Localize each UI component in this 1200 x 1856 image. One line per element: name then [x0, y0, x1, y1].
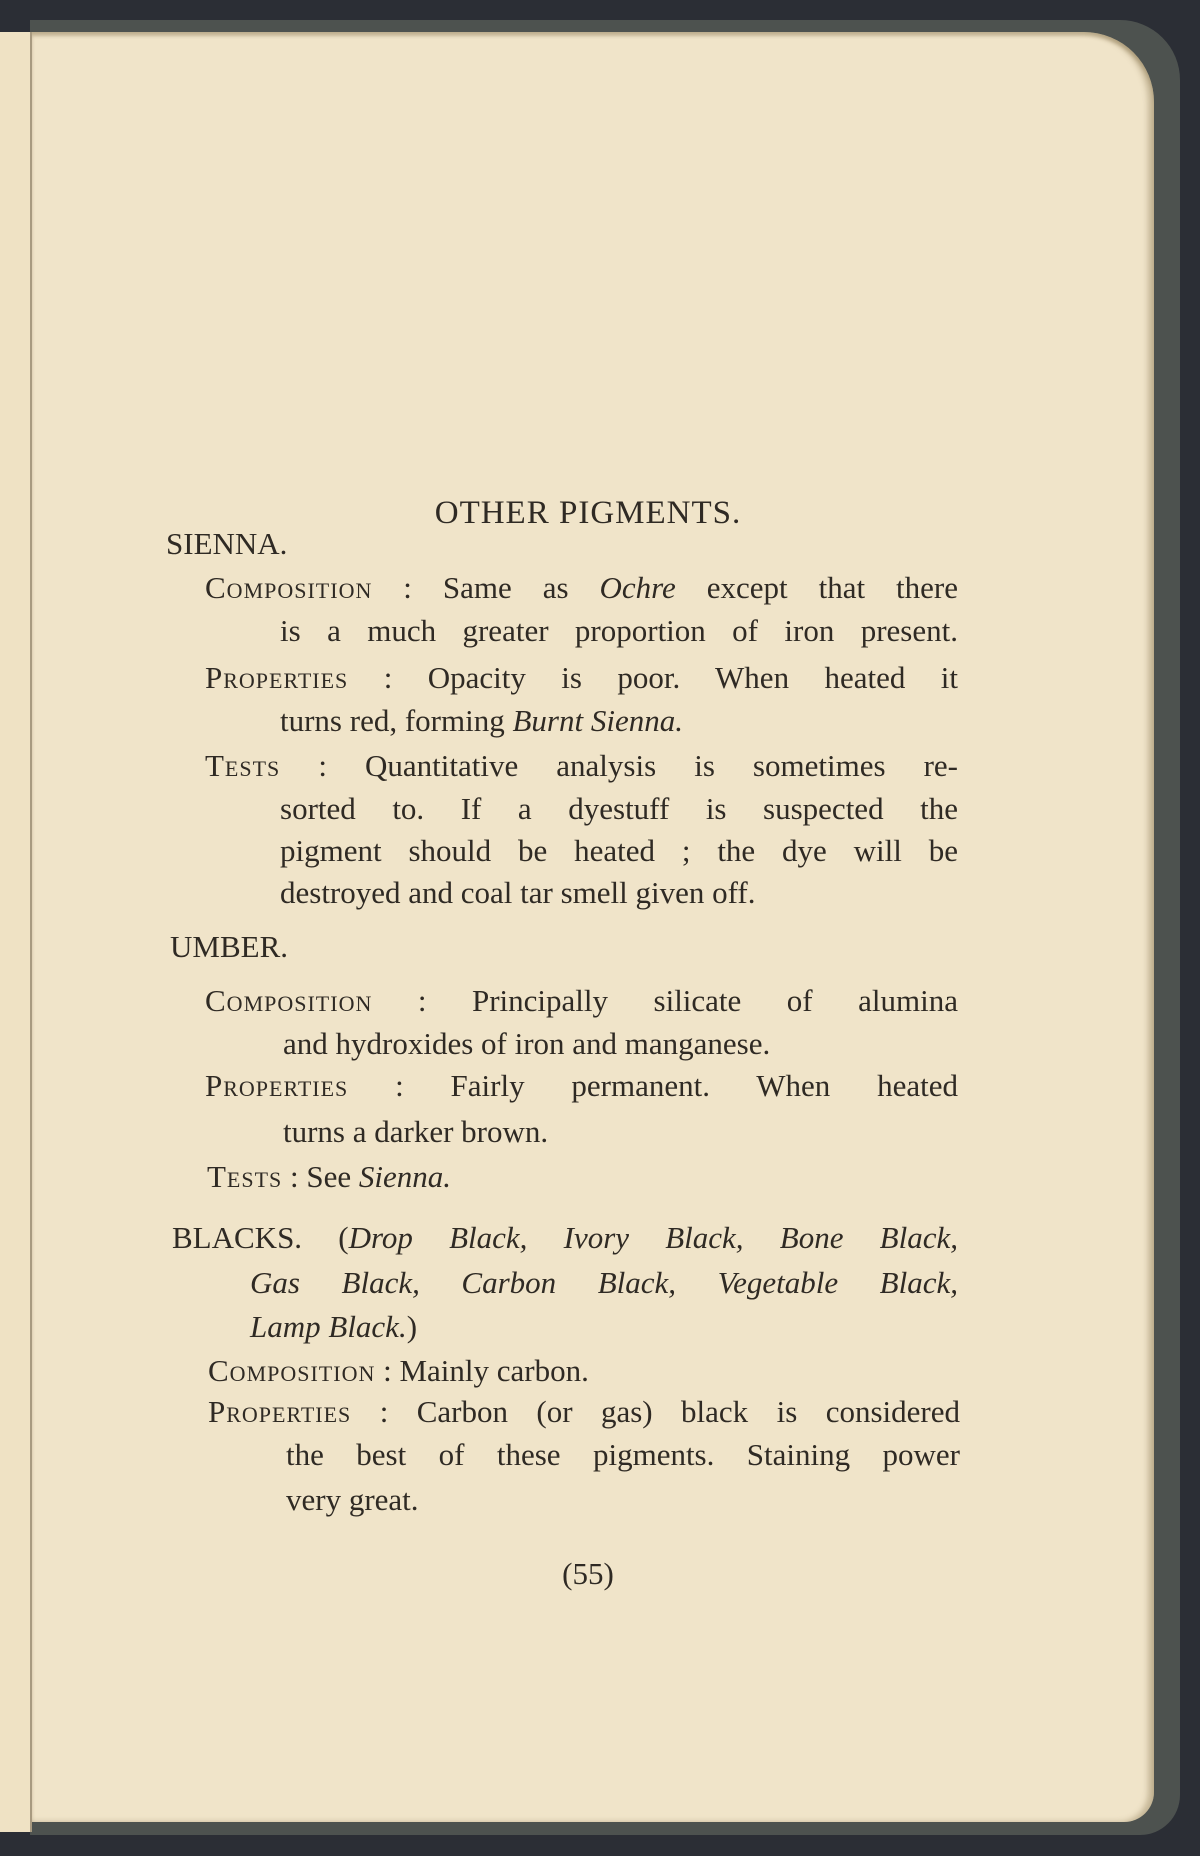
italic-text: Burnt Sienna. — [512, 703, 683, 738]
italic-text: Gas Black, Carbon Black, Vegetable Black, — [250, 1265, 958, 1300]
text-span: turns red, forming — [280, 703, 513, 738]
text-line — [280, 873, 755, 913]
text-line — [205, 658, 958, 698]
text-span: the best of these pigments. Staining power — [286, 1437, 960, 1472]
text-span: ) — [406, 1309, 418, 1344]
field-label: Tests — [205, 748, 281, 783]
facing-page-edge — [0, 32, 32, 1832]
text-line — [208, 1392, 960, 1432]
text-line — [166, 524, 287, 564]
field-label: Composition — [205, 983, 373, 1018]
page-title: OTHER PIGMENTS. — [434, 495, 742, 531]
text-span: : Principally silicate of alumina — [372, 983, 958, 1018]
italic-text: Drop Black, Ivory Black, Bone Black, — [348, 1220, 958, 1255]
text-span: pigment should be heated ; the dye will be — [280, 833, 958, 868]
text-line — [280, 701, 683, 741]
italic-text: Ochre — [599, 570, 676, 605]
text-line — [207, 1157, 451, 1197]
text-line — [280, 831, 958, 871]
text-span: : See — [282, 1159, 359, 1194]
text-span: and hydroxides of iron and manganese. — [283, 1026, 771, 1061]
text-line — [205, 1066, 958, 1106]
field-label: Tests — [207, 1159, 283, 1194]
text-line — [205, 981, 958, 1021]
text-line — [286, 1480, 419, 1520]
text-span: : Quantitative analysis is sometimes re- — [280, 748, 958, 783]
text-span: : Fairly permanent. When heated — [348, 1068, 958, 1103]
text-span: : Same as — [372, 570, 600, 605]
text-span: UMBER. — [170, 929, 288, 964]
text-line — [170, 927, 288, 967]
field-label: Properties — [205, 660, 349, 695]
field-label: Properties — [205, 1068, 349, 1103]
text-span: very great. — [286, 1482, 419, 1517]
text-line — [286, 1435, 960, 1475]
text-line — [283, 1112, 548, 1152]
italic-text: Lamp Black. — [250, 1309, 407, 1344]
text-span: turns a darker brown. — [283, 1114, 549, 1149]
text-line — [205, 568, 958, 608]
text-span: is a much greater proportion of iron present. — [280, 613, 958, 648]
text-span: sorted to. If a dyestuff is suspected the — [280, 791, 958, 826]
field-label: Composition — [205, 570, 373, 605]
field-label: Properties — [208, 1394, 352, 1429]
text-span: : Mainly carbon. — [375, 1353, 589, 1388]
text-line — [250, 1263, 958, 1303]
text-span: : Opacity is poor. When heated it — [348, 660, 958, 695]
text-line — [172, 1218, 958, 1258]
text-line — [250, 1307, 417, 1347]
text-line — [280, 611, 958, 651]
text-span: except that there — [675, 570, 958, 605]
text-line — [205, 746, 958, 786]
italic-text: Sienna. — [358, 1159, 452, 1194]
text-line — [208, 1351, 589, 1391]
text-span: BLACKS. ( — [172, 1220, 349, 1255]
field-label: Composition — [208, 1353, 376, 1388]
page-number: (55) — [562, 1556, 614, 1591]
text-span: destroyed and coal tar smell given off. — [280, 875, 756, 910]
text-line — [283, 1024, 770, 1064]
text-line — [280, 789, 958, 829]
text-span: SIENNA. — [166, 526, 288, 561]
book-page — [32, 32, 1154, 1822]
text-span: : Carbon (or gas) black is considered — [351, 1394, 960, 1429]
